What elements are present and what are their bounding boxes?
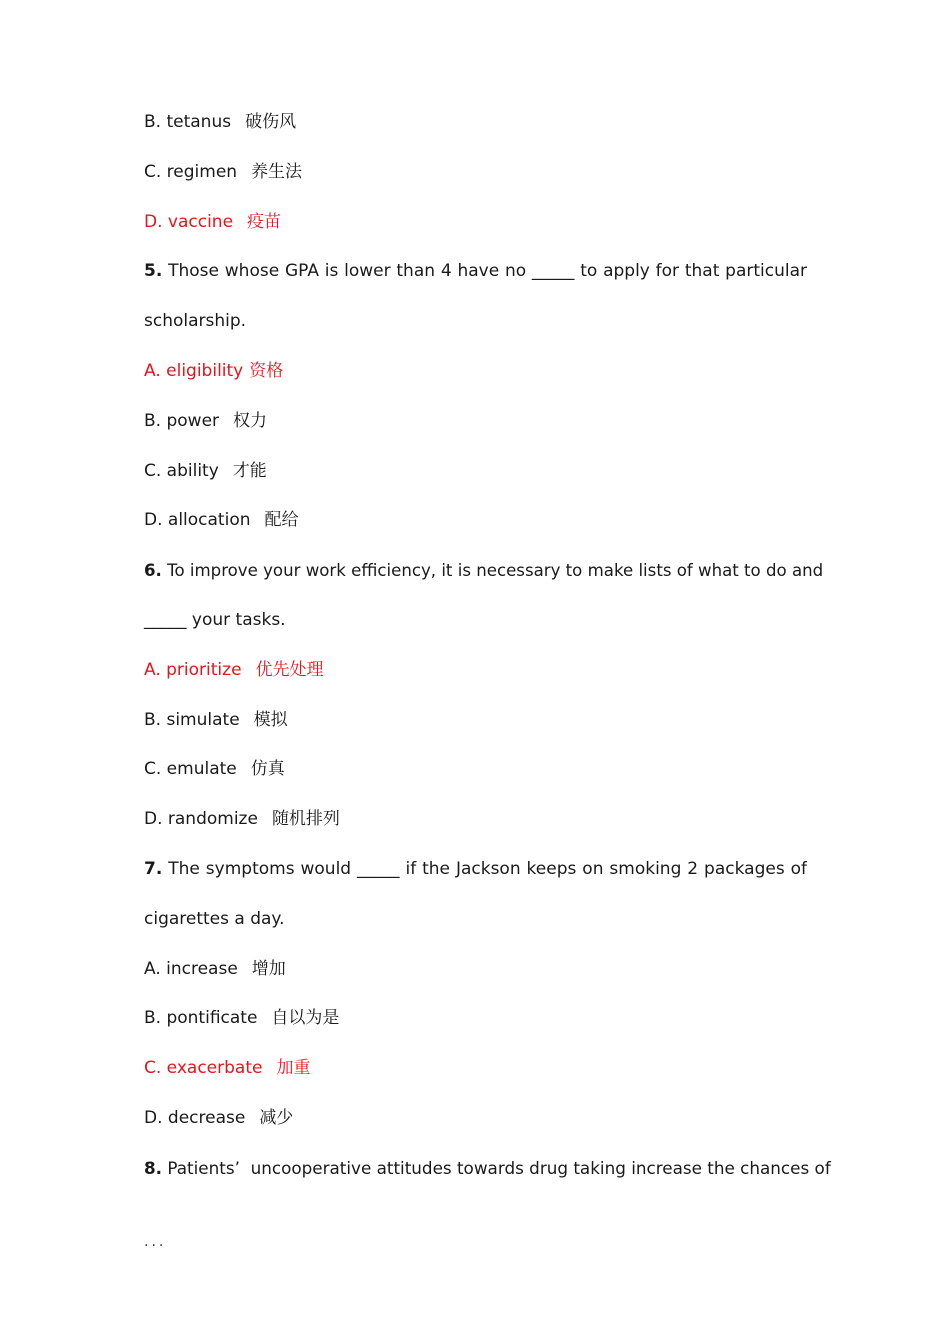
page-footer-ellipsis: ... xyxy=(144,1234,167,1250)
document-page xyxy=(144,98,831,1194)
option-d-q7: D. decrease 减少 xyxy=(144,1107,294,1128)
option-c-q6: C. emulate 仿真 xyxy=(144,759,285,780)
option-a-q5-answer: A. eligibility 资格 xyxy=(144,360,284,381)
question-8: 8. Patients’ uncooperative attitudes towards drug taking increase the chances of xyxy=(144,1157,831,1178)
option-c-q4: C. regimen 养生法 xyxy=(144,161,303,182)
question-5: 5. Those whose GPA is lower than 4 have no _____ to apply for that particular xyxy=(144,261,807,282)
question-7: 7. The symptoms would _____ if the Jackson keeps on smoking 2 packages of xyxy=(144,858,807,879)
option-b-q5: B. power 权力 xyxy=(144,410,268,431)
option-b-q7: B. pontificate 自以为是 xyxy=(144,1008,340,1029)
question-number: 6. xyxy=(144,561,162,581)
question-number: 5. xyxy=(144,261,163,282)
question-number: 7. xyxy=(144,858,163,879)
question-7-continued: cigarettes a day. xyxy=(144,908,285,929)
question-6-continued: _____ your tasks. xyxy=(144,609,286,630)
option-b-q6: B. simulate 模拟 xyxy=(144,709,288,730)
option-d-q4-answer: D. vaccine 疫苗 xyxy=(144,211,282,232)
question-6: 6. To improve your work efficiency, it is necessary to make lists of what to do and xyxy=(144,561,824,581)
option-d-q6: D. randomize 随机排列 xyxy=(144,809,340,830)
option-b-q4: B. tetanus 破伤风 xyxy=(144,112,297,132)
question-number: 8. xyxy=(144,1157,163,1178)
question-5-continued: scholarship. xyxy=(144,311,247,332)
option-a-q7: A. increase 增加 xyxy=(144,958,286,979)
option-c-q5: C. ability 才能 xyxy=(144,460,267,481)
option-c-q7-answer: C. exacerbate 加重 xyxy=(144,1058,311,1079)
option-d-q5: D. allocation 配给 xyxy=(144,510,299,531)
option-a-q6-answer: A. prioritize 优先处理 xyxy=(144,659,324,680)
